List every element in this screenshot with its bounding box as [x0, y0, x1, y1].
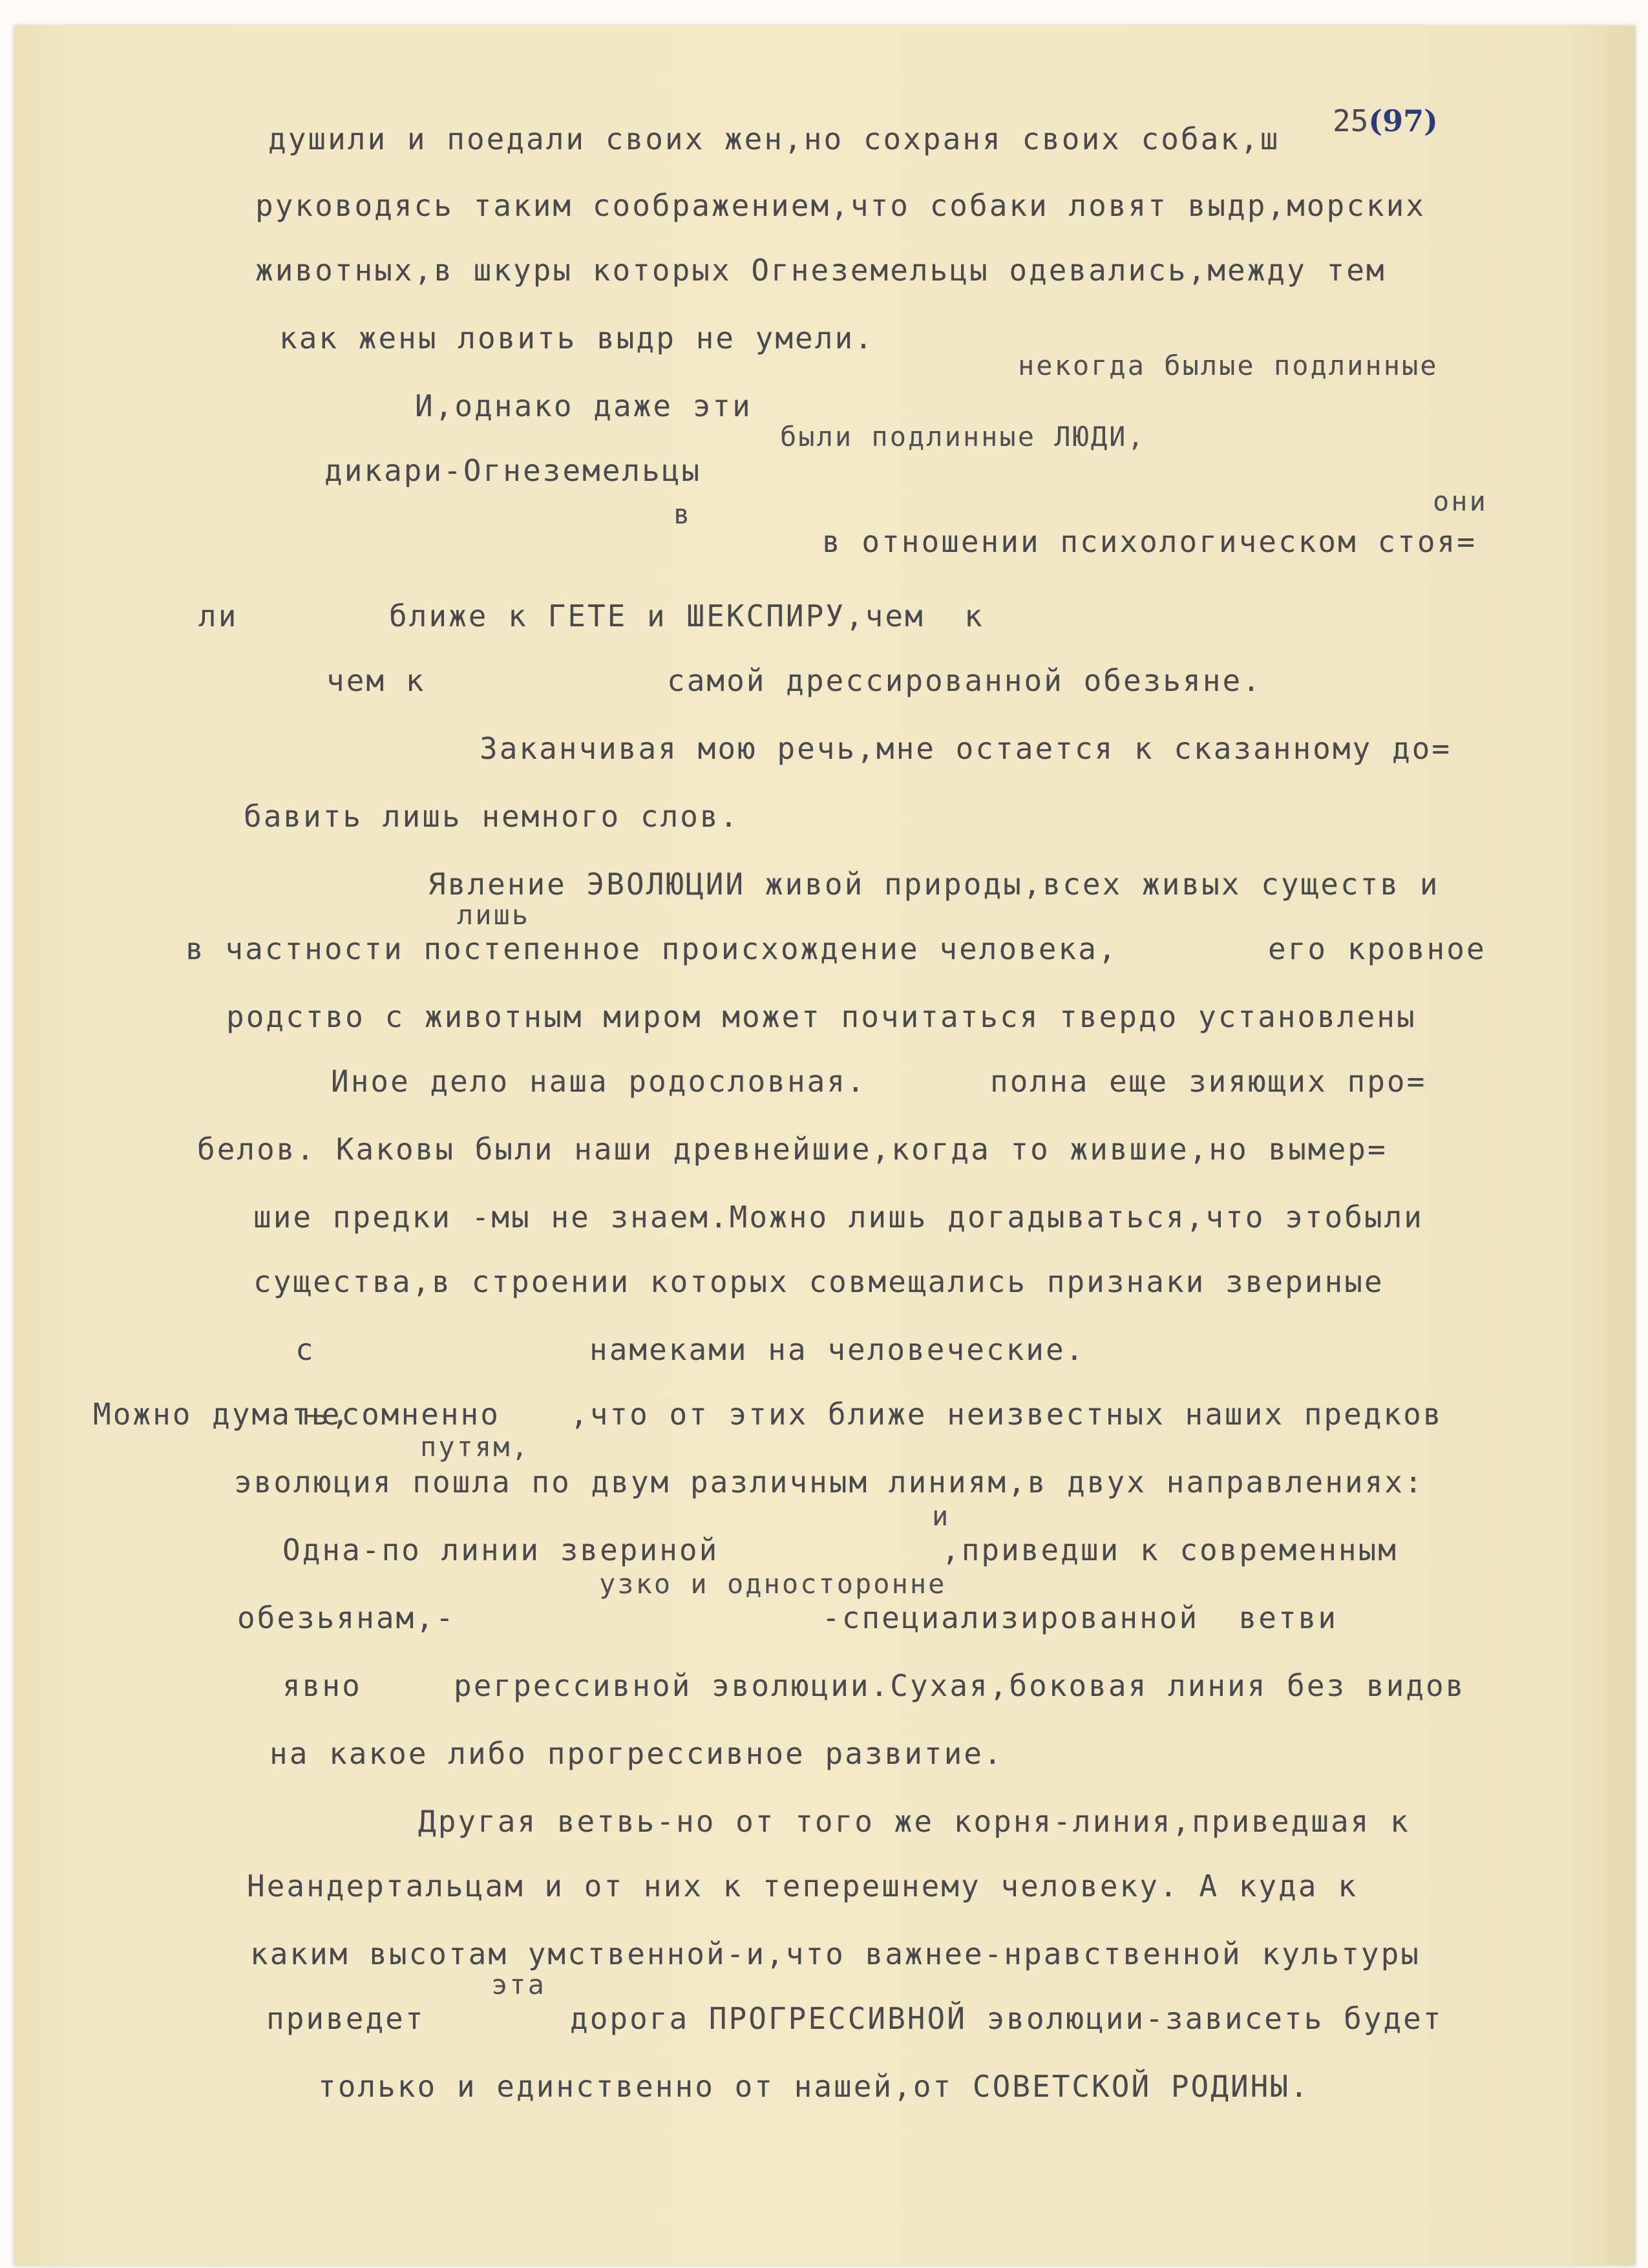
text-line: существа,в строении которых совмещались признаки звериные [253, 1264, 1384, 1299]
text-line: Можно думать, [93, 1397, 352, 1432]
text-line: Неандертальцам и от них к теперешнему человеку. А куда к [247, 1869, 1358, 1903]
inserted-text: лишь [457, 899, 531, 931]
text-line: в частности постепенное происхождение человека, [185, 931, 1118, 966]
text-line: на какое либо прогрессивное развитие. [269, 1736, 1004, 1771]
document-page [14, 26, 1635, 2265]
text-line: животных,в шкуры которых Огнеземельцы одевались,между тем [255, 253, 1386, 288]
text-line: ближе к ГЕТЕ и ШЕКСПИРУ,чем к [389, 599, 984, 633]
text-line: полна еще зияющих про= [990, 1064, 1427, 1099]
text-line: с [295, 1332, 315, 1367]
text-line: дорога ПРОГРЕССИВНОЙ эволюции-зависеть будет [570, 2001, 1443, 2036]
text-line: обезьянам,- [237, 1600, 456, 1635]
text-line: самой дрессированной обезьяне. [667, 663, 1262, 698]
text-line: Явление ЭВОЛЮЦИИ живой природы,всех живых существ и [428, 867, 1440, 902]
text-line: как жены ловить выдр не умели. [279, 321, 874, 355]
text-line: бавить лишь немного слов. [244, 799, 740, 834]
text-line: родство с животным миром может почитаться твердо установлены [226, 999, 1417, 1034]
text-line: ,приведши к современным [942, 1532, 1398, 1567]
text-line: в отношении психологическом стоя= [822, 524, 1477, 559]
text-line: несомненно [302, 1397, 500, 1432]
text-line: Заканчивая мою речь,мне остается к сказанному до= [480, 731, 1452, 766]
inserted-text: были подлинные ЛЮДИ, [780, 421, 1146, 452]
text-line: Другая ветвь-но от того же корня-линия,приведшая к [418, 1804, 1410, 1839]
text-line: приведет [266, 2001, 425, 2036]
text-line: -специализированной ветви [822, 1600, 1338, 1635]
text-line: чем к [326, 663, 426, 698]
text-line: Одна-по линии звериной [282, 1532, 719, 1567]
text-line: шие предки -мы не знаем.Можно лишь догадываться,что этобыли [253, 1200, 1424, 1235]
handwritten-page-number: (97) [1368, 103, 1438, 138]
inserted-text: некогда былые подлинные [1018, 350, 1439, 381]
text-line: регрессивной эволюции.Сухая,боковая линия без видов [454, 1668, 1466, 1703]
inserted-text: путям, [420, 1431, 530, 1463]
text-line: Иное дело наша родословная. [331, 1064, 867, 1099]
text-line: ,что от этих ближе неизвестных наших предков [570, 1397, 1443, 1432]
text-line: руководясь таким соображением,что собаки ловят выдр,морских [255, 188, 1426, 223]
inserted-text: узко и односторонне [599, 1568, 947, 1600]
text-line: дикари-Огнеземельцы [324, 453, 702, 488]
text-line: белов. Каковы были наши древнейшие,когда то жившие,но вымер= [197, 1132, 1388, 1167]
text-line: душили и поедали своих жен,но сохраня своих собак,ш [268, 122, 1280, 156]
inserted-text: в [673, 498, 692, 530]
text-line: намеками на человеческие. [589, 1332, 1086, 1367]
text-line: его кровное [1268, 931, 1486, 966]
text-line: ли [198, 599, 238, 633]
text-line: каким высотам умственной-и,что важнее-нравственной культуры [250, 1936, 1421, 1971]
text-line: явно [282, 1668, 362, 1703]
page-number: 25(97) [1333, 103, 1438, 138]
text-line: И,однако даже эти [415, 388, 752, 423]
inserted-text: и [932, 1500, 951, 1532]
text-line: эволюция пошла по двум различным линиям,в двух направлениях: [234, 1465, 1424, 1500]
inserted-text: они [1433, 485, 1488, 517]
inserted-text: эта [491, 1969, 546, 2000]
text-line: только и единственно от нашей,от СОВЕТСКОЙ РОДИНЫ. [318, 2069, 1310, 2104]
